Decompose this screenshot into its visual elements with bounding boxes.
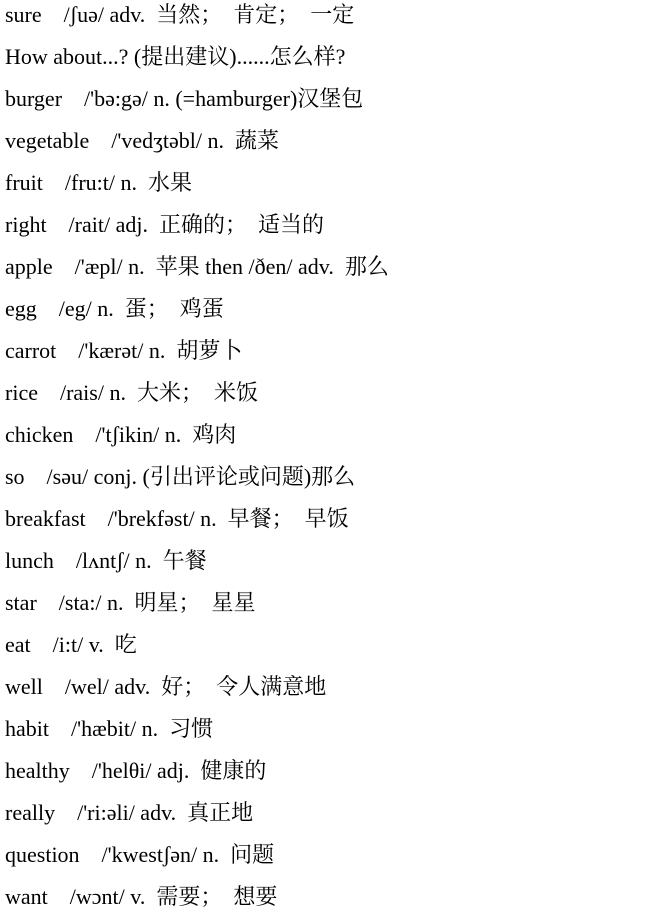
vocab-entry-really: really /'ri:əli/ adv. 真正地 [5,800,254,825]
vocab-entry-fruit: fruit /fru:t/ n. 水果 [5,170,192,195]
vocab-entry-rice: rice /rais/ n. 大米； 米饭 [5,380,258,405]
vocab-entry-right: right /rait/ adj. 正确的； 适当的 [5,212,324,237]
vocab-entry-breakfast: breakfast /'brekfəst/ n. 早餐； 早饭 [5,506,349,531]
vocab-entry-chicken: chicken /'tʃikin/ n. 鸡肉 [5,422,237,447]
vocab-entry-apple-then: apple /'æpl/ n. 苹果 then /ðen/ adv. 那么 [5,254,389,279]
vocab-entry-so: so /səu/ conj. (引出评论或问题)那么 [5,464,356,489]
vocab-entry-star: star /sta:/ n. 明星； 星星 [5,590,256,615]
vocab-entry-lunch: lunch /lʌntʃ/ n. 午餐 [5,548,207,573]
vocab-entry-egg: egg /eg/ n. 蛋； 鸡蛋 [5,296,224,321]
vocab-entry-want: want /wɔnt/ v. 需要； 想要 [5,884,278,909]
vocab-entry-sure: sure /ʃuə/ adv. 当然； 肯定； 一定 [5,2,355,27]
vocab-entry-habit: habit /'hæbit/ n. 习惯 [5,716,214,741]
vocab-entry-eat: eat /i:t/ v. 吃 [5,632,137,657]
vocabulary-list [5,0,660,924]
vocab-entry-vegetable: vegetable /'vedʒtəbl/ n. 蔬菜 [5,128,279,153]
vocab-entry-question: question /'kwestʃən/ n. 问题 [5,842,275,867]
vocab-entry-carrot: carrot /'kærət/ n. 胡萝卜 [5,338,243,363]
vocab-entry-well: well /wel/ adv. 好； 令人满意地 [5,674,327,699]
vocab-entry-how-about: How about...? (提出建议)......怎么样? [5,44,346,69]
vocab-entry-burger: burger /'bə:gə/ n. (=hamburger)汉堡包 [5,86,364,111]
vocab-entry-healthy: healthy /'helθi/ adj. 健康的 [5,758,267,783]
